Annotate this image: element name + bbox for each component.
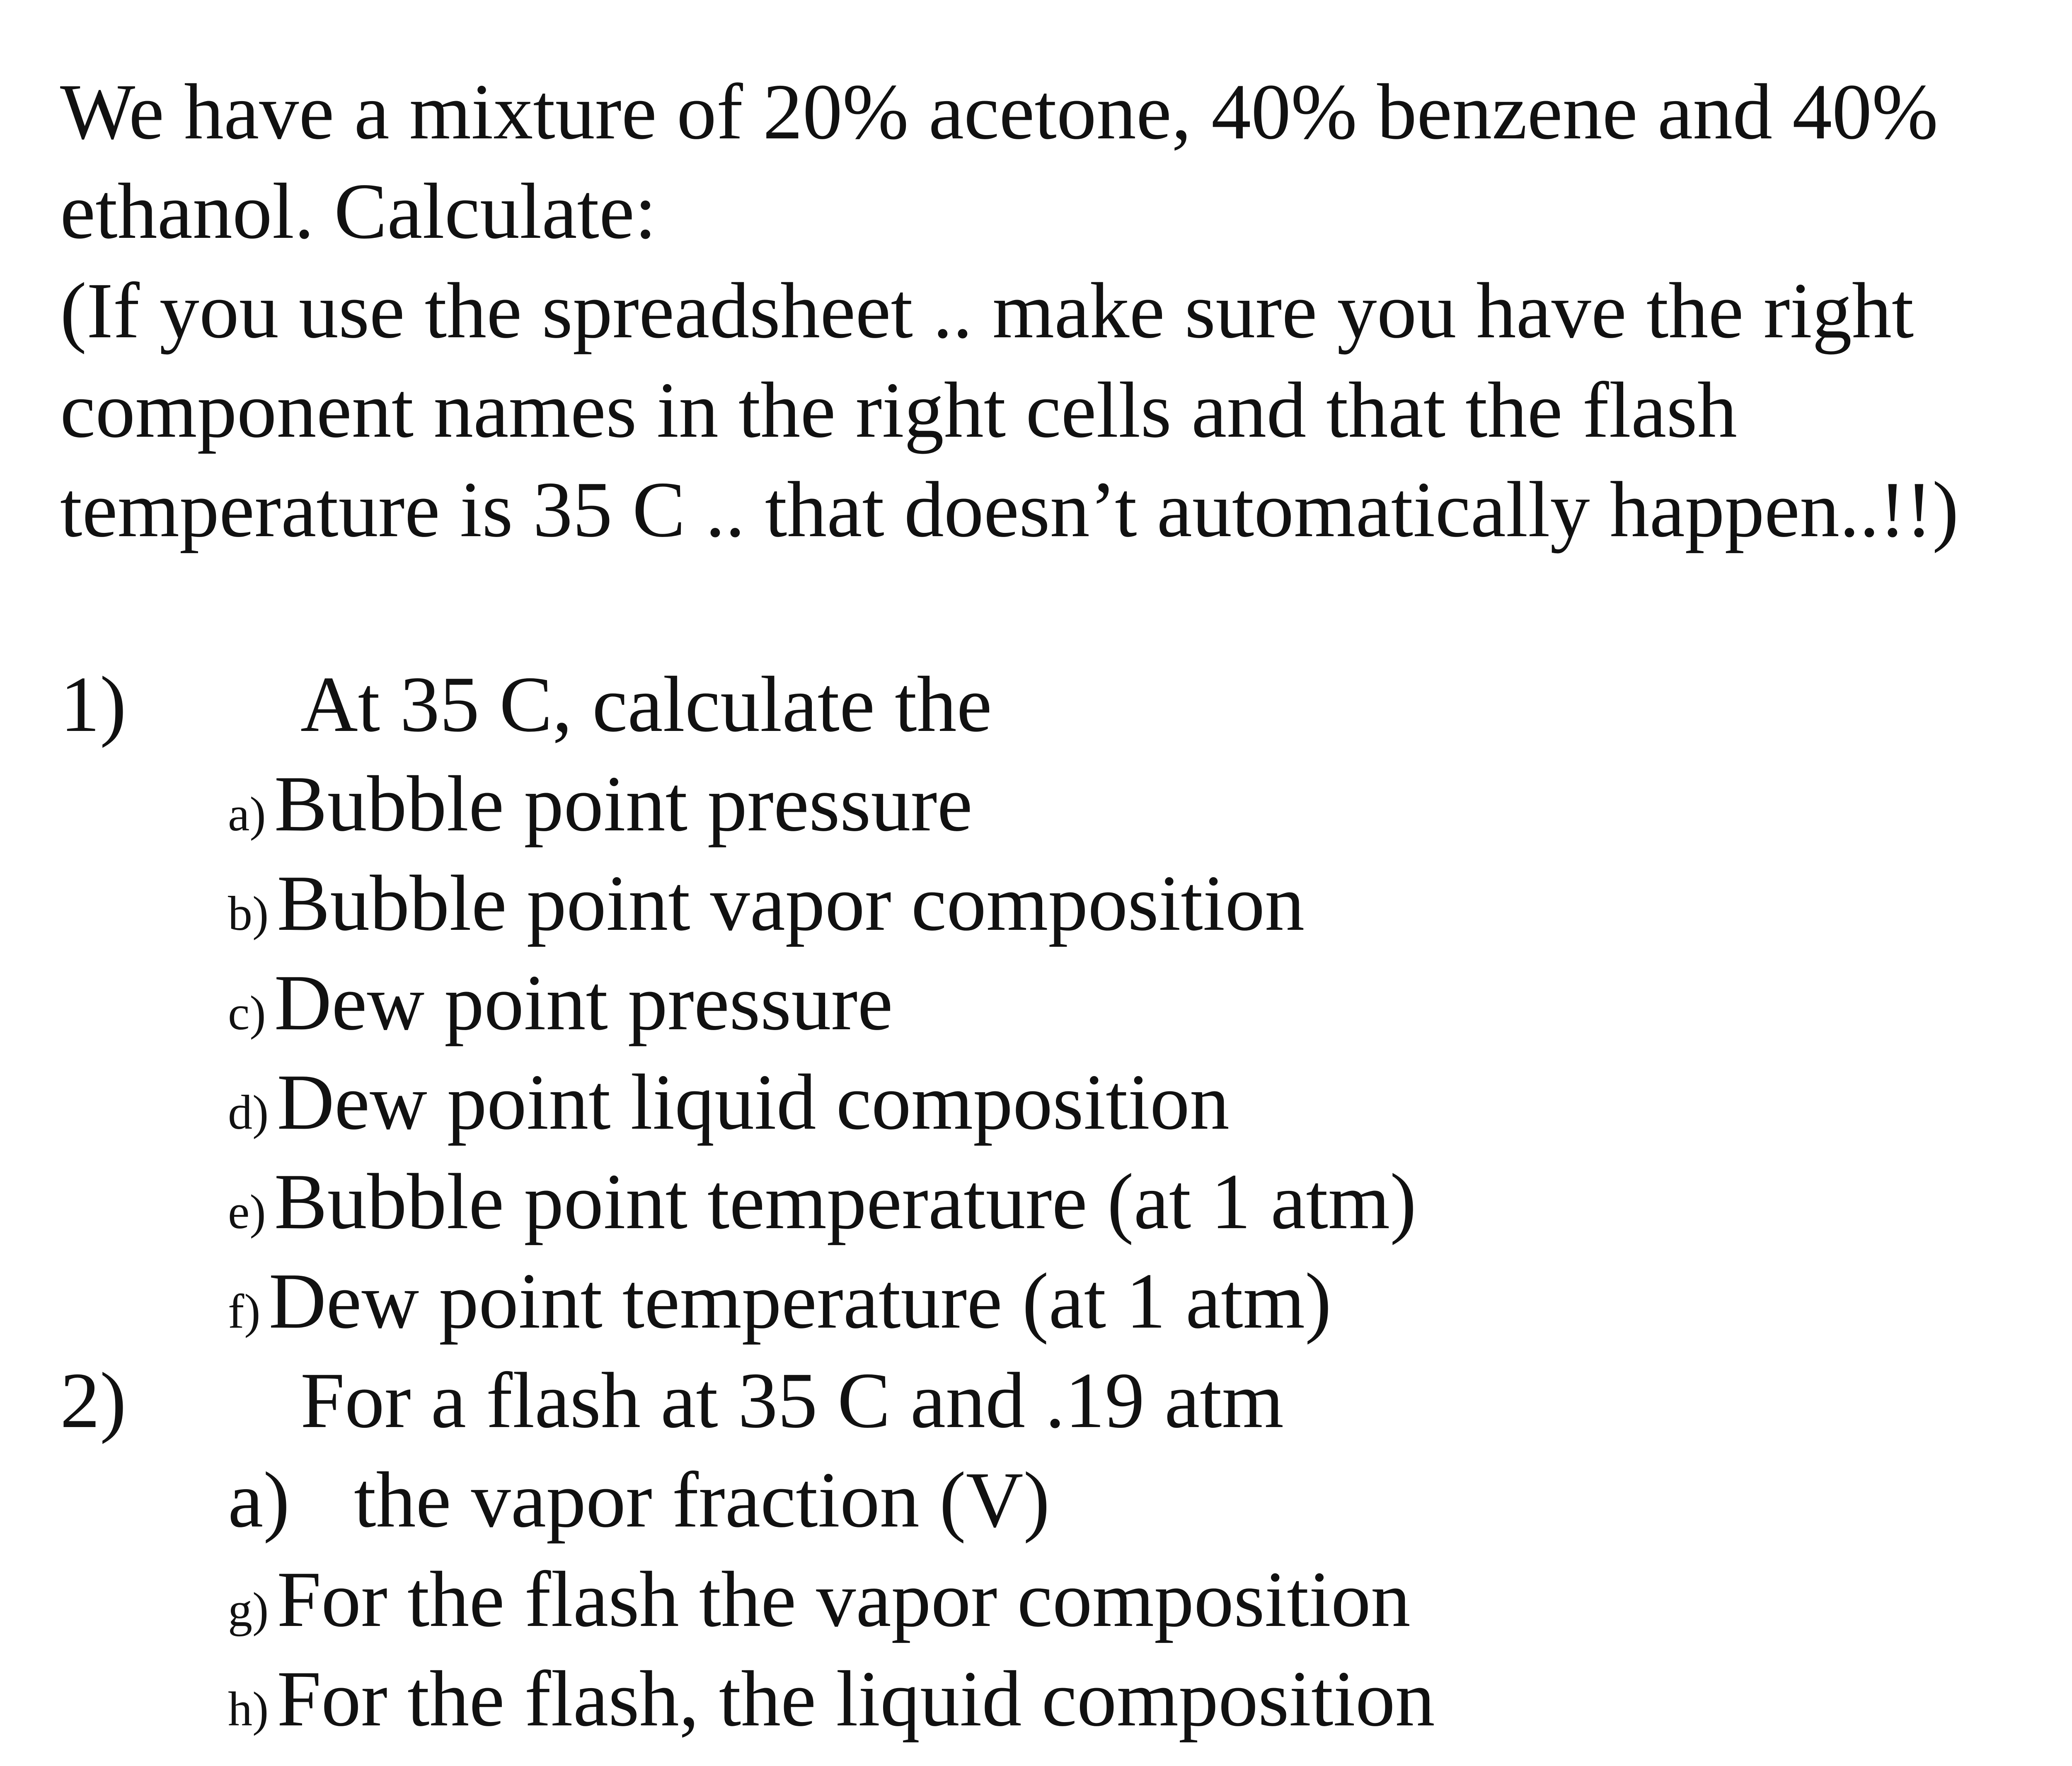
part-letter: f): [228, 1284, 261, 1338]
intro-line: ethanol. Calculate:: [60, 167, 657, 255]
part-letter: b): [228, 886, 269, 941]
part-text: For the flash, the liquid composition: [277, 1655, 1435, 1743]
intro-line: component names in the right cells and that the flash: [60, 366, 1737, 454]
question-part: [228, 953, 893, 1063]
question-part: [228, 1052, 1230, 1162]
question-part: [228, 1152, 1416, 1262]
part-text: Dew point liquid composition: [277, 1058, 1230, 1146]
part-text: Bubble point temperature (at 1 atm): [274, 1157, 1417, 1246]
intro-line: (If you use the spreadsheet .. make sure you have the right: [60, 266, 1914, 355]
part-letter: d): [228, 1085, 269, 1139]
question-part: [228, 754, 973, 864]
question-part: [228, 1550, 1411, 1660]
question-part: [228, 1251, 1331, 1361]
question-number: 2): [60, 1356, 126, 1444]
question-text: At 35 C, calculate the: [300, 660, 992, 748]
question-text: For a flash at 35 C and .19 atm: [300, 1356, 1284, 1444]
part-text: For the flash the vapor composition: [277, 1555, 1411, 1643]
intro-line: We have a mixture of 20% acetone, 40% benzene and 40%: [60, 68, 1938, 156]
part-letter: c): [228, 986, 266, 1040]
part-letter: g): [228, 1582, 269, 1637]
part-text: Bubble point pressure: [274, 760, 973, 848]
question-part: [228, 854, 1305, 963]
part-text: Dew point temperature (at 1 atm): [269, 1257, 1331, 1345]
part-text: Dew point pressure: [274, 958, 893, 1047]
question-part: [228, 1450, 1050, 1550]
part-letter: a): [228, 1456, 290, 1544]
part-letter: h): [228, 1682, 269, 1736]
part-letter: e): [228, 1185, 266, 1239]
part-text: the vapor fraction (V): [354, 1456, 1050, 1544]
part-text: Bubble point vapor composition: [277, 859, 1305, 947]
question-part: [228, 1649, 1435, 1759]
problem-intro: [60, 62, 2072, 559]
question-number: 1): [60, 660, 126, 748]
intro-line: temperature is 35 C .. that doesn’t automatically happen..!!): [60, 465, 1959, 554]
part-letter: a): [228, 787, 266, 841]
